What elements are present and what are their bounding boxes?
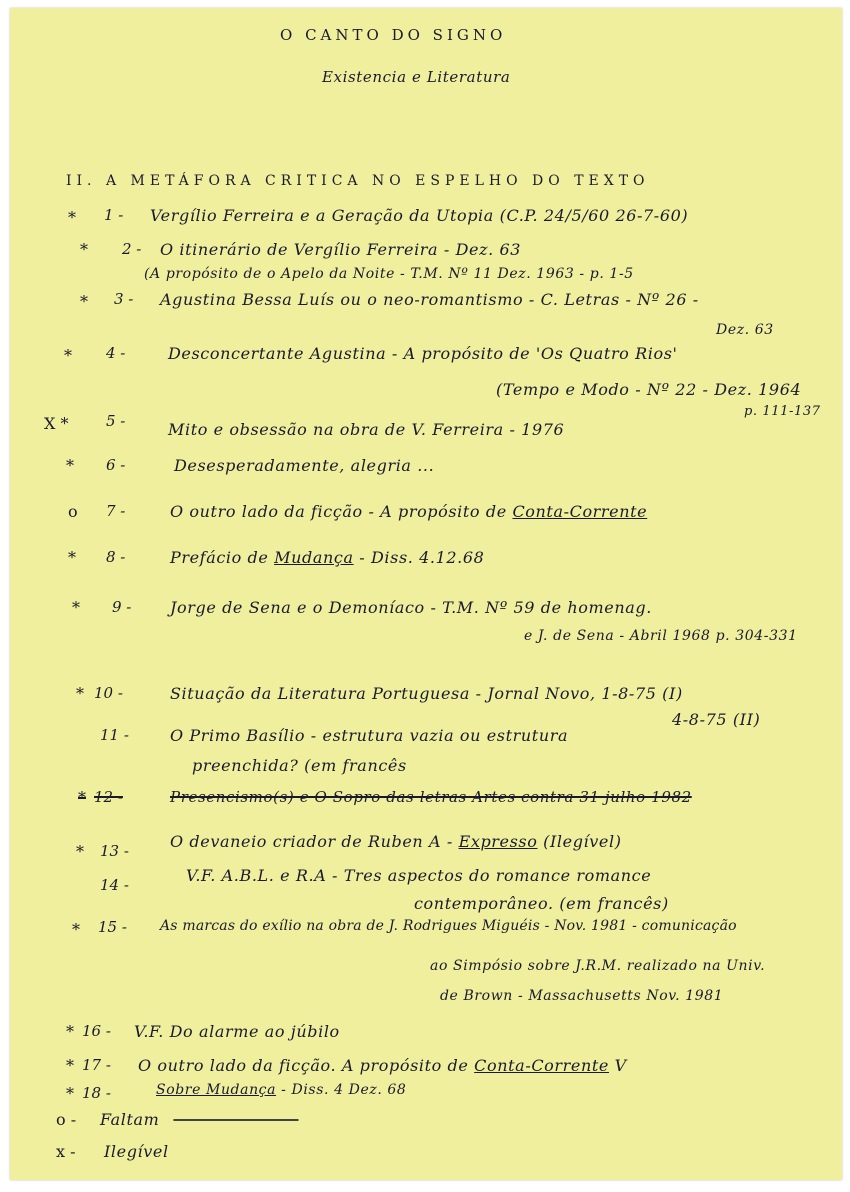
book-title-mudanca: Sobre Mudança [156, 1082, 277, 1098]
entry-text: O Primo Basílio - estrutura vazia ou estrutura [170, 726, 569, 745]
manuscript-page [10, 8, 842, 1180]
page-subtitle: Existencia e Literatura [322, 68, 511, 86]
entry-mark: * [66, 1084, 74, 1103]
entry-text-line2: Dez. 63 [716, 322, 774, 338]
entry-number: 7 - [106, 502, 126, 520]
entry-mark: * [68, 208, 76, 227]
book-title-mudanca: Mudança [274, 548, 354, 567]
entry-text-line2: (A propósito de o Apelo da Noite - T.M. Nº 11 Dez. 1963 - p. 1-5 [144, 266, 634, 282]
entry-text-line2: (Tempo e Modo - Nº 22 - Dez. 1964 [496, 380, 802, 399]
entry-mark: * [80, 292, 88, 311]
entry-number: 2 - [122, 240, 142, 258]
entry-number: 4 - [106, 344, 126, 362]
entry-text: Sobre Mudança - Diss. 4 Dez. 68 [156, 1082, 407, 1098]
page-title: O CANTO DO SIGNO [280, 26, 507, 44]
entry-mark: o [68, 502, 78, 521]
entry-number: 10 - [94, 684, 123, 702]
section-heading: II. A METÁFORA CRITICA NO ESPELHO DO TEXTO [66, 173, 650, 189]
entry-mark: * [64, 346, 72, 365]
entry-text: O devaneio criador de Ruben A - Expresso (Ilegível) [170, 832, 622, 851]
entry-number: 9 - [112, 598, 132, 616]
entry-mark: * [72, 598, 80, 617]
newspaper-expresso: Expresso [458, 832, 538, 851]
entry-text-struck: Presencismo(s) e O Sopro das letras Artes contra 31 julho 1982 [170, 788, 692, 806]
legend-mark: o - [56, 1110, 77, 1129]
entry-text: Situação da Literatura Portuguesa - Jornal Novo, 1-8-75 (I) [170, 684, 683, 703]
entry-mark: * [76, 684, 84, 703]
entry-number: 3 - [114, 290, 134, 308]
entry-text: V.F. Do alarme ao júbilo [134, 1022, 340, 1041]
entry-text: Prefácio de Mudança - Diss. 4.12.68 [170, 548, 485, 567]
entry-text-line3: p. 111-137 [744, 404, 821, 419]
entry-mark: * [66, 456, 74, 475]
entry-text: Vergílio Ferreira e a Geração da Utopia (C.P. 24/5/60 26-7-60) [150, 206, 689, 225]
entry-number: 5 - [106, 412, 126, 430]
entry-text-line2: contemporâneo. (em francês) [414, 894, 669, 913]
entry-mark: * [66, 1056, 74, 1075]
entry-text: Jorge de Sena e o Demoníaco - T.M. Nº 59 de homenag. [170, 598, 652, 617]
entry-mark: * [72, 920, 80, 939]
entry-text-line2: preenchida? (em francês [192, 756, 407, 775]
entry-number: 17 - [82, 1056, 111, 1074]
entry-text: O outro lado da ficção - A propósito de Conta-Corrente [170, 502, 648, 521]
entry-text: O outro lado da ficção. A propósito de Conta-Corrente V [138, 1056, 627, 1075]
entry-text-line2: e J. de Sena - Abril 1968 p. 304-331 [524, 628, 798, 644]
entry-mark: * [78, 788, 86, 807]
entry-number: 15 - [98, 918, 127, 936]
entry-text: Desconcertante Agustina - A propósito de 'Os Quatro Rios' [168, 344, 678, 363]
entry-text: Mito e obsessão na obra de V. Ferreira - 1976 [168, 420, 565, 439]
entry-text: As marcas do exílio na obra de J. Rodrigues Miguéis - Nov. 1981 - comunicação [160, 918, 737, 934]
entry-text-line2: 4-8-75 (II) [672, 710, 761, 729]
entry-number: 6 - [106, 456, 126, 474]
book-title-conta-corrente: Conta-Corrente [474, 1056, 609, 1075]
legend-mark: x - [56, 1142, 76, 1161]
entry-number: 8 - [106, 548, 126, 566]
entry-mark: * [80, 240, 88, 259]
entry-text-line3: de Brown - Massachusetts Nov. 1981 [440, 988, 724, 1004]
entry-text: O itinerário de Vergílio Ferreira - Dez. 63 [160, 240, 522, 259]
entry-mark: * [66, 1022, 74, 1041]
entry-number: 1 - [104, 206, 124, 224]
entry-number: 16 - [82, 1022, 111, 1040]
entry-text: V.F. A.B.L. e R.A - Tres aspectos do romance romance [186, 866, 652, 885]
entry-number: 12 - [94, 788, 123, 806]
book-title-conta-corrente: Conta-Corrente [512, 502, 648, 521]
entry-number: 13 - [100, 842, 129, 860]
entry-mark: X * [44, 414, 69, 433]
entry-mark: * [68, 548, 76, 567]
entry-text-line2: ao Simpósio sobre J.R.M. realizado na Univ. [430, 958, 766, 974]
legend-text: Faltam [100, 1110, 160, 1129]
entry-number: 18 - [82, 1084, 111, 1102]
entry-mark: * [76, 842, 84, 861]
entry-text: Agustina Bessa Luís ou o neo-romantismo - C. Letras - Nº 26 - [160, 290, 699, 309]
entry-text: Desesperadamente, alegria ... [174, 456, 435, 475]
entry-number: 14 - [100, 876, 129, 894]
entry-number: 11 - [100, 726, 129, 744]
legend-text: Ilegível [104, 1142, 169, 1161]
